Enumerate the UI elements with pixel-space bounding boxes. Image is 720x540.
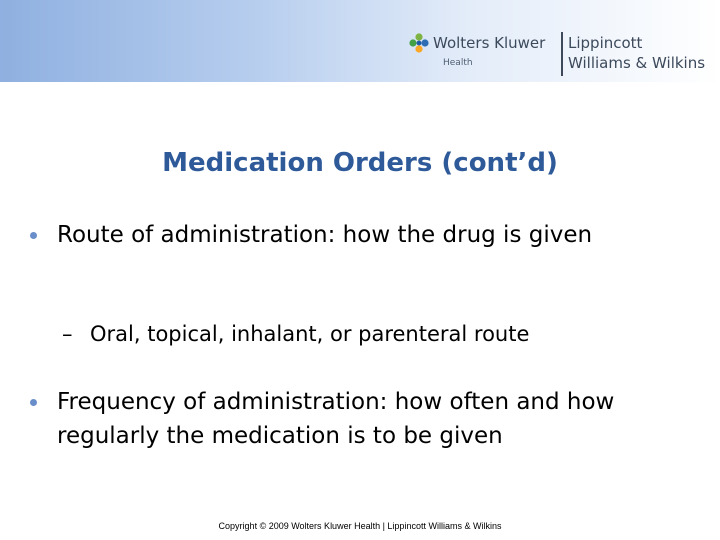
- bullet-item: [30, 385, 690, 453]
- copyright-footer: Copyright © 2009 Wolters Kluwer Health | Lippincott Williams & Wilkins: [218, 521, 502, 531]
- slide-title: Medication Orders (cont’d): [162, 148, 558, 178]
- sub-bullet-text: Oral, topical, inhalant, or parenteral route: [90, 322, 530, 346]
- publisher-name-line2: Williams & Wilkins: [568, 54, 706, 72]
- publisher-name-line1: Lippincott: [568, 34, 643, 52]
- wolters-kluwer-logo-icon: [408, 32, 430, 54]
- brand-subtitle: Health: [443, 58, 473, 68]
- sub-bullet-item: [62, 318, 702, 350]
- logo-divider: [561, 32, 563, 76]
- bullet-dot-icon: [30, 399, 37, 406]
- bullet-dot-icon: [30, 232, 37, 239]
- bullet-item: [30, 218, 670, 252]
- dash-icon: –: [62, 322, 73, 346]
- bullet-text: Frequency of administration: how often and how regularly the medication is to be given: [57, 389, 615, 449]
- bullet-text: Route of administration: how the drug is given: [57, 222, 593, 248]
- brand-name: Wolters Kluwer: [433, 34, 546, 52]
